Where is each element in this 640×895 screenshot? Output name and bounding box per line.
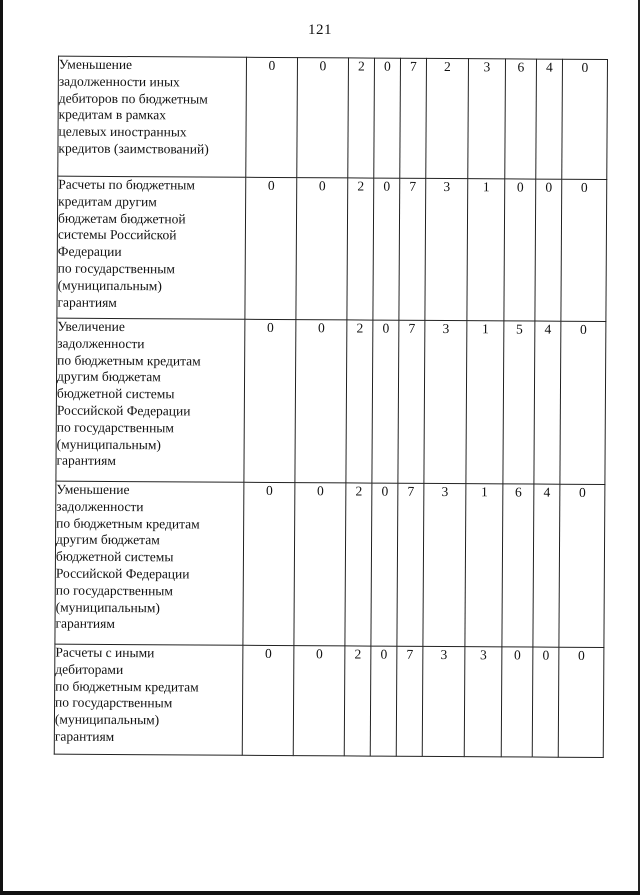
code-digit: 0 — [242, 645, 294, 755]
code-digit: 0 — [501, 647, 533, 757]
page-number: 121 — [308, 22, 332, 38]
row-label: Уменьшение задолженности иных дебиторов по бюджетным кредитам в рамках целевых иностранных кредитов (заимствований) — [58, 56, 247, 177]
code-digit: 0 — [246, 57, 298, 177]
code-digit: 0 — [561, 179, 607, 321]
budget-code-table — [54, 56, 608, 758]
code-digit: 6 — [502, 484, 534, 647]
code-digit: 0 — [295, 320, 347, 483]
table-row — [56, 318, 606, 484]
code-digit: 0 — [244, 319, 296, 482]
table-row — [57, 176, 607, 321]
code-digit: 3 — [468, 59, 506, 179]
code-digit: 1 — [467, 179, 505, 321]
code-digit: 6 — [505, 59, 537, 179]
code-digit: 0 — [562, 59, 608, 179]
code-digit: 3 — [425, 178, 468, 320]
code-digit: 2 — [344, 646, 371, 756]
row-label: Увеличение задолженности по бюджетным кредитам другим бюджетам бюджетной системы Российской Федерации по государственным (муниципальным) гарантиям — [56, 318, 245, 482]
code-digit: 7 — [396, 646, 423, 756]
row-label: Расчеты с иными дебиторами по бюджетным кредитам по государственным (муниципальным) гарантиям — [54, 644, 243, 755]
code-digit: 0 — [374, 58, 401, 178]
code-digit: 0 — [558, 647, 604, 757]
code-digit: 7 — [399, 178, 426, 320]
code-digit: 2 — [345, 483, 372, 646]
code-digit: 0 — [243, 482, 295, 645]
code-digit: 0 — [372, 320, 399, 483]
code-digit: 0 — [370, 646, 397, 756]
code-digit: 0 — [559, 484, 605, 647]
code-digit: 4 — [534, 321, 561, 484]
code-digit: 0 — [504, 179, 536, 321]
scan-edge-bottom — [0, 891, 640, 895]
table-row — [55, 481, 605, 647]
table-row — [54, 644, 604, 757]
code-digit: 3 — [464, 647, 502, 757]
code-digit: 0 — [296, 178, 348, 320]
code-digit: 1 — [465, 484, 503, 647]
code-digit: 0 — [532, 647, 559, 757]
code-digit: 0 — [293, 646, 345, 756]
code-digit: 3 — [422, 646, 465, 756]
table-row — [58, 56, 608, 179]
code-digit: 0 — [294, 483, 346, 646]
code-digit: 2 — [348, 58, 375, 178]
code-digit: 3 — [423, 483, 466, 646]
code-digit: 0 — [297, 58, 349, 178]
code-digit: 0 — [373, 178, 400, 320]
code-digit: 0 — [560, 321, 606, 484]
code-digit: 2 — [426, 58, 469, 178]
code-digit: 4 — [536, 59, 563, 179]
code-digit: 7 — [397, 483, 424, 646]
row-label: Расчеты по бюджетным кредитам другим бюджетам бюджетной системы Российской Федерации по государственным (муниципальным) гарантиям — [57, 176, 246, 319]
code-digit: 0 — [535, 179, 562, 321]
row-label: Уменьшение задолженности по бюджетным кредитам другим бюджетам бюджетной системы Российской Федерации по государственным (муниципальным) гарантиям — [55, 481, 244, 645]
code-digit: 7 — [400, 58, 427, 178]
code-digit: 0 — [245, 177, 297, 319]
code-digit: 0 — [371, 483, 398, 646]
code-digit: 2 — [346, 320, 373, 483]
code-digit: 5 — [503, 321, 535, 484]
code-digit: 2 — [347, 178, 374, 320]
code-digit: 7 — [398, 320, 425, 483]
code-digit: 4 — [533, 484, 560, 647]
scan-edge-left — [0, 0, 3, 895]
code-digit: 3 — [424, 320, 467, 483]
code-digit: 1 — [466, 321, 504, 484]
